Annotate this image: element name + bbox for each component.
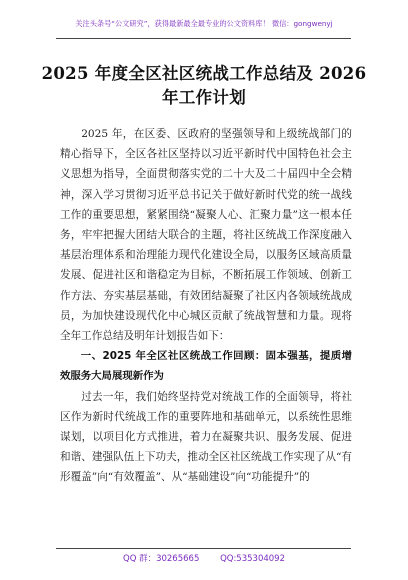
section-heading: 一、2025 年全区社区统战工作回顾：固本强基，提质增效服务大局展现新作为 [60,350,352,383]
footer-qq-number: QQ:535304092 [220,554,285,564]
footer-contact [0,552,408,564]
document-body [60,124,352,488]
header-divider [56,38,351,39]
document-title: 2025 年度全区社区统战工作总结及 2026 年工作计划 [41,64,367,107]
section-paragraph: 过去一年，我们始终坚持党对统战工作的全面领导，将社区作为新时代统战工作的重要阵地和基础单元，以系统性思维谋划，以项目化方式推进，着力在凝聚共识、服务发展、促进和谐、建强队伍上下功夫，推动全区社区统战工作实现了从“有形覆盖”向“有效覆盖”、从“基础建设”向“功能提升”的 [60,390,352,484]
footer-divider [56,548,351,549]
header-promo-text: 关注头条号“公文研究”，获得最新最全最专业的公文资料库！ 微信：gongwenyj [75,19,333,28]
intro-paragraph: 2025 年，在区委、区政府的坚强领导和上级统战部门的精心指导下，全区各社区坚持以习近平新时代中国特色社会主义思想为指导，全面贯彻落实党的二十大及二十届四中全会精神，深入学习贯彻习近平总书记关于做好新时代党的统一战线工作的重要思想，紧紧围绕“凝聚人心、汇聚力量”这一根本任务，牢牢把握大团结大联合的主题，将社区统战工作深度融入基层治理体系和治理能力现代化建设全局，以服务区域高质量发展、促进社区和谐稳定为目标，不断拓展工作领域、创新工作方法、夯实基层基础，有效团结凝聚了社区内各领域统战成员，为加快建设现代化中心城区贡献了统战智慧和力量。现将全年工作总结及明年计划报告如下： [60,128,352,343]
footer-qq-group: QQ 群：30265665 [123,554,200,564]
